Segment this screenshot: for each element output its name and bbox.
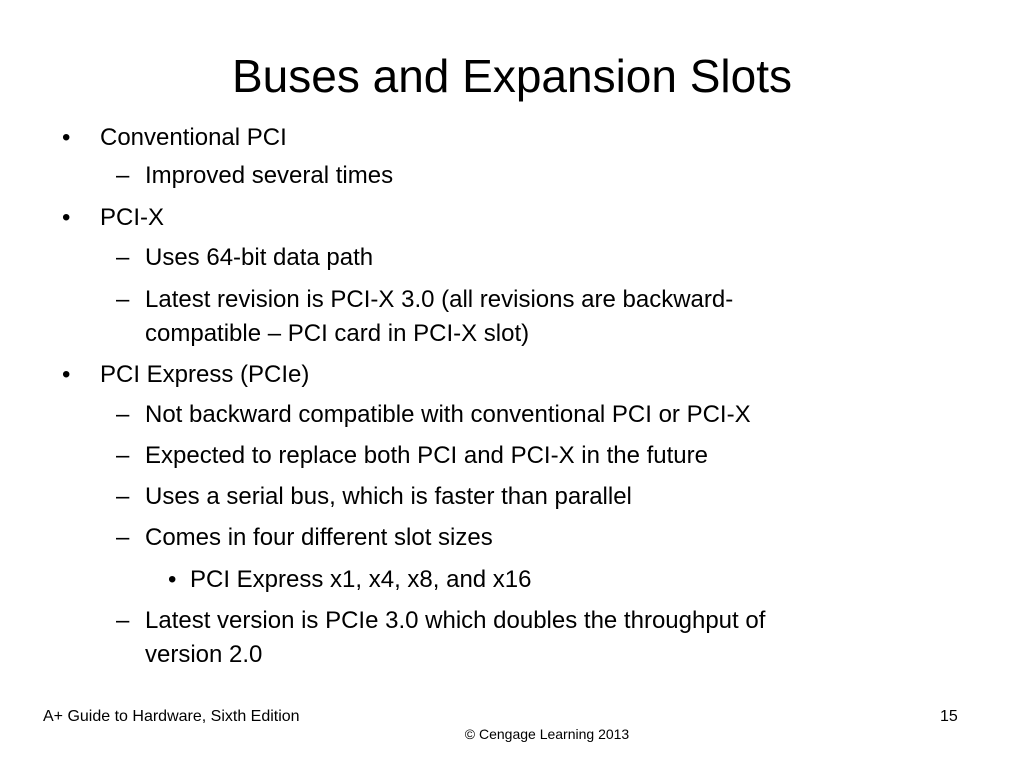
sub-bullet-text: Latest version is PCIe 3.0 which doubles the throughput of xyxy=(145,607,766,634)
sub-bullet-text: compatible – PCI card in PCI-X slot) xyxy=(145,320,530,347)
bullet-text: PCI Express (PCIe) xyxy=(100,361,310,388)
footer-copyright: © Cengage Learning 2013 xyxy=(464,726,630,742)
dash-marker: – xyxy=(116,286,130,313)
bullet-marker: • xyxy=(62,204,71,231)
sub-bullet-text: Uses a serial bus, which is faster than parallel xyxy=(145,483,632,510)
sub-bullet-text: Latest revision is PCI-X 3.0 (all revisions are backward- xyxy=(145,286,734,313)
dash-marker: – xyxy=(116,401,130,428)
bullet-marker: • xyxy=(168,566,177,593)
sub-bullet-text: Expected to replace both PCI and PCI-X in the future xyxy=(145,442,708,469)
dash-marker: – xyxy=(116,162,130,189)
dash-marker: – xyxy=(116,483,130,510)
dash-marker: – xyxy=(116,442,130,469)
bullet-text: Conventional PCI xyxy=(100,124,287,151)
footer-page-number: 15 xyxy=(940,708,958,725)
sub-bullet-text: version 2.0 xyxy=(145,641,263,668)
sub-bullet-text: Comes in four different slot sizes xyxy=(145,524,493,551)
bullet-marker: • xyxy=(62,124,71,151)
sub-sub-bullet-text: PCI Express x1, x4, x8, and x16 xyxy=(190,566,532,593)
dash-marker: – xyxy=(116,607,130,634)
sub-bullet-text: Improved several times xyxy=(145,162,394,189)
footer-book-title: A+ Guide to Hardware, Sixth Edition xyxy=(43,708,300,725)
dash-marker: – xyxy=(116,244,130,271)
dash-marker: – xyxy=(116,524,130,551)
bullet-text: PCI-X xyxy=(100,204,165,231)
sub-bullet-text: Uses 64-bit data path xyxy=(145,244,374,271)
bullet-marker: • xyxy=(62,361,71,388)
slide-title: Buses and Expansion Slots xyxy=(231,50,793,102)
sub-bullet-text: Not backward compatible with conventional PCI or PCI-X xyxy=(145,401,751,428)
